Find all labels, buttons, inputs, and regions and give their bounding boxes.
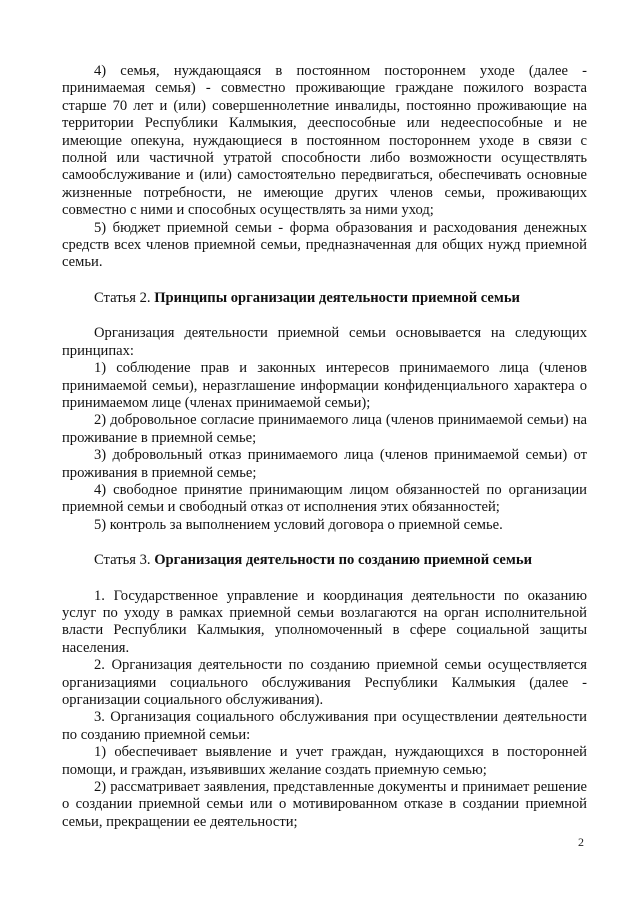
definition-item-5: 5) бюджет приемной семьи - форма образования и расходования денежных средств всех членов приемной семьи, предназначенная для общих нужд приемной семьи.	[62, 219, 587, 271]
article-2-number: Статья 2.	[94, 289, 155, 306]
article-3-paragraph-1: 1. Государственное управление и координация деятельности по оказанию услуг по уходу в рамках приемной семьи возлагаются на орган исполнительной власти Республики Калмыкия, уполномоченный в сфере социальной защиты населения.	[62, 587, 587, 656]
article-2-item-4: 4) свободное принятие принимающим лицом обязанностей по организации приемной семьи и свободный отказ от исполнения этих обязанностей;	[62, 481, 587, 516]
article-2-item-3: 3) добровольный отказ принимаемого лица (членов принимаемой семьи) от проживания в приемной семье;	[62, 447, 587, 481]
article-2-item-1: 1) соблюдение прав и законных интересов принимаемого лица (членов принимаемой семьи), неразглашение информации конфиденциального характера о принимаемом лице (членах принимаемой семьи);	[62, 360, 587, 411]
article-3-title: Организация деятельности по созданию приемной семьи	[154, 552, 532, 569]
article-2-item-5: 5) контроль за выполнением условий договора о приемной семье.	[94, 516, 503, 533]
article-2-title: Принципы организации деятельности приемной семьи	[154, 289, 520, 306]
article-3-paragraph-2: 2. Организация деятельности по созданию приемной семьи осуществляется организациями социального обслуживания Республики Калмыкия (далее - организации социального обслуживания).	[62, 657, 587, 708]
article-3-subitem-2: 2) рассматривает заявления, представленные документы и принимает решение о создании приемной семьи или о мотивированном отказе в создании приемной семьи, прекращении ее деятельности;	[62, 779, 587, 830]
article-3-heading	[62, 552, 587, 569]
article-3-subitem-1: 1) обеспечивает выявление и учет граждан, нуждающихся в посторонней помощи, и граждан, изъявивших желание создать приемную семью;	[62, 744, 587, 778]
document-page	[62, 63, 587, 831]
page-number: 2	[578, 835, 584, 849]
article-2-intro: Организация деятельности приемной семьи основывается на следующих принципах:	[62, 325, 587, 359]
article-3-paragraph-3: 3. Организация социального обслуживания при осуществлении деятельности по созданию приемной семьи:	[62, 709, 587, 743]
article-3-number: Статья 3.	[94, 552, 155, 569]
article-2-heading	[62, 290, 587, 307]
definition-item-4: 4) семья, нуждающаяся в постоянном постороннем уходе (далее - принимаемая семья) - совместно проживающие граждане пожилого возраста старше 70 лет и (или) совершеннолетние инвалиды, постоянно проживающие на территории Республики Калмыкия, дееспособные или недееспособные и не имеющие опекуна, нуждающиеся в постоянном постороннем уходе в связи с полной или частичной утратой способности либо возможности осуществлять самообслуживание и (или) самостоятельно передвигаться, обеспечивать основные жизненные потребности, не имеющие других членов семьи, проживающих совместно с ними и способных осуществлять за ними уход;	[62, 63, 587, 219]
article-2-item-2: 2) добровольное согласие принимаемого лица (членов принимаемой семьи) на проживание в приемной семье;	[62, 412, 587, 446]
